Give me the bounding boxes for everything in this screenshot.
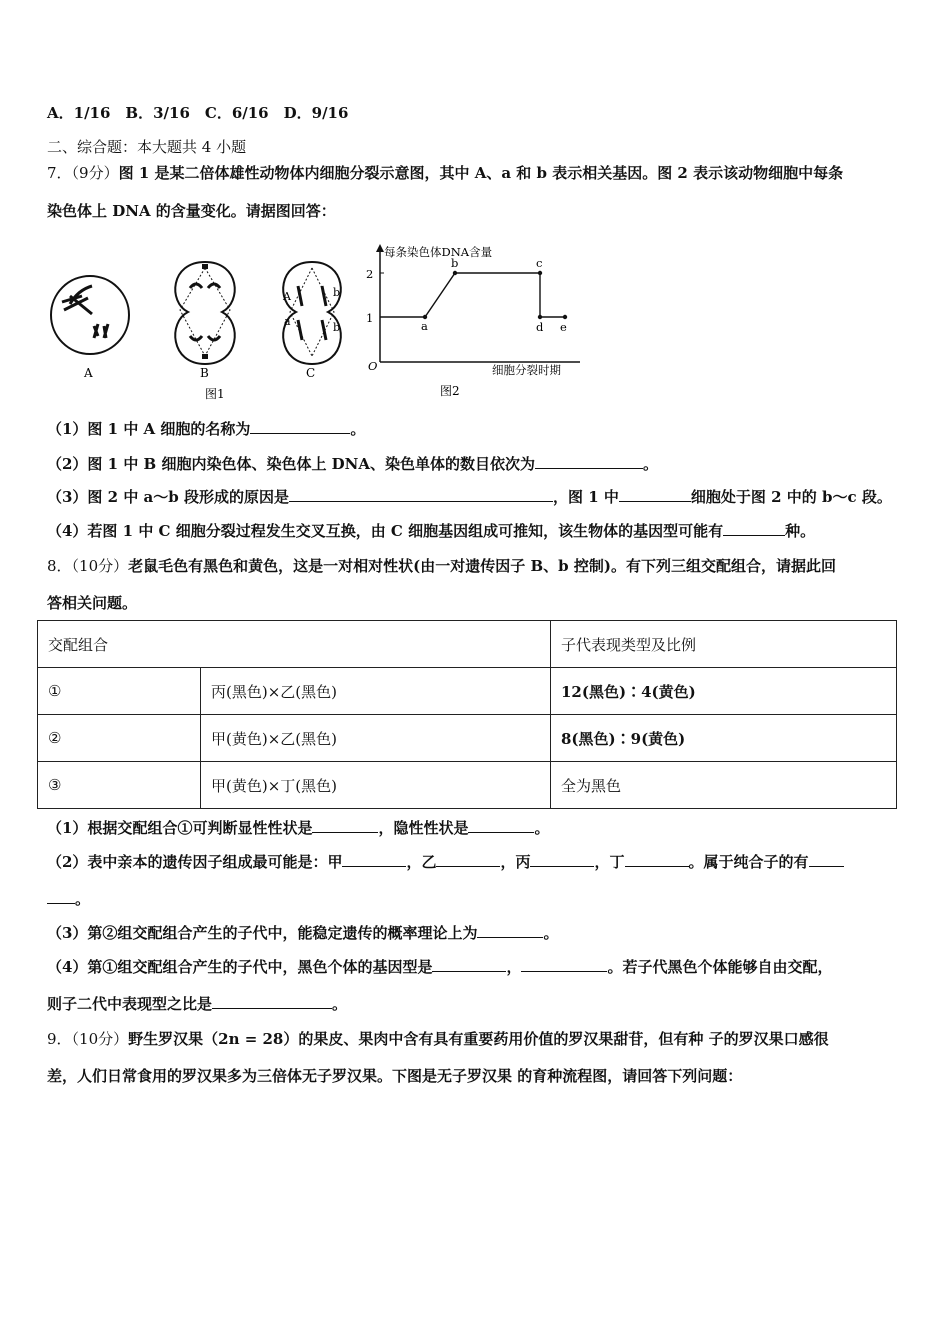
q9-stem-line1 — [47, 1028, 829, 1049]
q7-sub1 — [47, 418, 365, 439]
cell-label-b: B — [200, 366, 209, 380]
row-cross: 甲(黄色)×丁(黑色) — [201, 762, 551, 809]
options-line: A．1/16 B．3/16 C．6/16 D．9/16 — [47, 104, 349, 122]
q8-sub1 — [47, 817, 549, 838]
q8-sub1-text: （1）根据交配组合①可判断显性性状是 — [47, 819, 313, 837]
q7-sub2-blank[interactable] — [535, 453, 643, 469]
q8-sub4-cont — [47, 993, 347, 1014]
q8-sub3-blank[interactable] — [477, 922, 543, 938]
q7-sub3-end: 细胞处于图 2 中的 b～c 段。 — [690, 488, 892, 506]
fig2-caption: 图2 — [440, 384, 460, 398]
row-cross: 甲(黄色)×乙(黑色) — [201, 715, 551, 762]
point-e — [563, 315, 567, 319]
row-result: 8(黑色)∶9(黄色) — [551, 715, 897, 762]
cell-b-diagram — [175, 262, 234, 364]
point-b — [453, 271, 457, 275]
gene-label-a-upper: A — [283, 290, 291, 303]
q7-sub3-mid: ，图 1 中 — [552, 488, 619, 506]
point-c — [538, 271, 542, 275]
q8-sub1-end: 。 — [534, 819, 550, 837]
y-axis-title: 每条染色体DNA含量 — [384, 245, 493, 259]
q8-sub2-blank-ding[interactable] — [625, 851, 689, 867]
q7-sub3-text: （3）图 2 中 a～b 段形成的原因是 — [47, 488, 289, 506]
q8-sub4-text2: 则子二代中表现型之比是 — [47, 995, 213, 1013]
table-header-result: 子代表现类型及比例 — [551, 621, 897, 668]
q8-sub3-text: （3）第②组交配组合产生的子代中，能稳定遗传的概率理论上为 — [47, 924, 478, 942]
q7-stem-text: 图 1 是某二倍体雄性动物体内细胞分裂示意图，其中 A、a 和 b 表示相关基因。图 2 表示该动物细胞中每条 — [118, 164, 844, 182]
point-label-a: a — [421, 319, 428, 333]
q7-stem-line2: 染色体上 DNA 的含量变化。请据图回答： — [47, 202, 336, 220]
q7-sub4-end: 种。 — [785, 522, 816, 540]
row-result: 全为黑色 — [551, 762, 897, 809]
row-id: ③ — [38, 762, 201, 809]
q8-sub2-blank-yi[interactable] — [436, 851, 500, 867]
point-d — [538, 315, 542, 319]
q7-sub4-text: （4）若图 1 中 C 细胞分裂过程发生交叉互换，由 C 细胞基因组成可推知，该生物体的基因型可能有 — [47, 522, 724, 540]
section-heading: 二、综合题：本大题共 4 小题 — [47, 138, 247, 156]
q8-sub4-blank3[interactable] — [212, 993, 332, 1009]
q8-stem-text: 老鼠毛色有黑色和黄色，这是一对相对性状(由一对遗传因子 B、b 控制)。有下列三组交配组合，请据此回 — [128, 557, 836, 575]
q8-sub3-end: 。 — [543, 924, 559, 942]
q8-sub3 — [47, 922, 558, 943]
q7-sub3-blank2[interactable] — [619, 486, 691, 502]
q8-sub2-cont — [47, 888, 90, 909]
q7-sub2-end: 。 — [643, 455, 659, 473]
q8-sub2-blank-pure[interactable] — [809, 851, 844, 867]
q7-sub3-blank1[interactable] — [289, 486, 553, 502]
q8-sub1-blank2[interactable] — [468, 817, 534, 833]
q7-figure — [40, 240, 580, 405]
q7-sub1-text: （1）图 1 中 A 细胞的名称为 — [47, 420, 251, 438]
gene-label-a-lower: a — [284, 315, 291, 328]
q8-sub2-bing: ，丙 — [500, 853, 531, 871]
row-result: 12(黑色)∶4(黄色) — [551, 668, 897, 715]
q8-stem-line2: 答相关问题。 — [47, 594, 138, 612]
cell-label-a: A — [84, 366, 93, 380]
origin-label: O — [368, 359, 378, 373]
q8-sub2-ding: ，丁 — [594, 853, 625, 871]
row-id: ② — [38, 715, 201, 762]
q7-sub1-end: 。 — [350, 420, 366, 438]
q7-sub4-blank[interactable] — [723, 520, 785, 536]
q8-sub2-blank-jia[interactable] — [342, 851, 406, 867]
q9-stem-line2: 差，人们日常食用的罗汉果多为三倍体无子罗汉果。下图是无子罗汉果 的育种流程图，请回答下列问题： — [47, 1067, 743, 1085]
cell-label-c: C — [306, 366, 316, 380]
row-id: ① — [38, 668, 201, 715]
q7-sub2 — [47, 453, 658, 474]
q8-number: 8．（10分） — [47, 557, 129, 575]
q7-sub3 — [47, 486, 892, 507]
cell-c-diagram — [282, 262, 341, 364]
dna-content-graph — [366, 244, 580, 377]
q8-sub1-blank1[interactable] — [312, 817, 378, 833]
q8-sub4 — [47, 956, 832, 977]
q8-sub2-pure: 。属于纯合子的有 — [688, 853, 809, 871]
q7-sub2-text: （2）图 1 中 B 细胞内染色体、染色体上 DNA、染色单体的数目依次为 — [47, 455, 536, 473]
q8-sub4-mid: 。若子代黑色个体能够自由交配， — [607, 958, 833, 976]
x-axis-title: 细胞分裂时期 — [492, 363, 561, 377]
cell-a-diagram — [51, 276, 129, 354]
table-row — [38, 668, 897, 715]
q8-sub2-end: 。 — [75, 890, 91, 908]
table-row — [38, 762, 897, 809]
q8-sub4-comma: ， — [506, 958, 522, 976]
q8-stem-line1 — [47, 555, 836, 576]
q7-stem-line1 — [47, 162, 843, 183]
q8-sub4-blank1[interactable] — [432, 956, 506, 972]
y-tick-2: 2 — [366, 267, 374, 281]
q9-stem-text: 野生罗汉果（2n = 28）的果皮、果肉中含有具有重要药用价值的罗汉果甜苷，但有种 子的罗汉果口感很 — [128, 1030, 829, 1048]
q9-number: 9．（10分） — [47, 1030, 129, 1048]
gene-label-b-upper: b — [333, 286, 341, 299]
table-row — [38, 715, 897, 762]
row-cross: 丙(黑色)×乙(黑色) — [201, 668, 551, 715]
point-label-b: b — [451, 256, 459, 270]
point-label-d: d — [536, 320, 544, 334]
q8-sub2-blank-pure-cont[interactable] — [47, 888, 75, 904]
cross-table — [37, 620, 897, 809]
q8-sub4-text: （4）第①组交配组合产生的子代中，黑色个体的基因型是 — [47, 958, 433, 976]
table-header-cross: 交配组合 — [38, 621, 551, 668]
q7-sub4 — [47, 520, 815, 541]
gene-label-b-lower: b — [333, 321, 341, 334]
q8-sub2 — [47, 851, 844, 872]
q8-sub2-blank-bing[interactable] — [530, 851, 594, 867]
q7-sub1-blank[interactable] — [250, 418, 350, 434]
q8-sub1-mid: ，隐性性状是 — [378, 819, 469, 837]
point-label-e: e — [560, 320, 567, 334]
point-label-c: c — [536, 256, 543, 270]
q7-number: 7．（9分） — [47, 164, 119, 182]
y-tick-1: 1 — [366, 311, 374, 325]
dna-curve — [380, 273, 565, 317]
q8-sub2-text: （2）表中亲本的遗传因子组成最可能是：甲 — [47, 853, 343, 871]
q8-sub2-yi: ，乙 — [406, 853, 437, 871]
table-header-row — [38, 621, 897, 668]
fig1-caption: 图1 — [205, 387, 225, 401]
q8-sub4-blank2[interactable] — [521, 956, 607, 972]
q8-sub4-end: 。 — [332, 995, 348, 1013]
